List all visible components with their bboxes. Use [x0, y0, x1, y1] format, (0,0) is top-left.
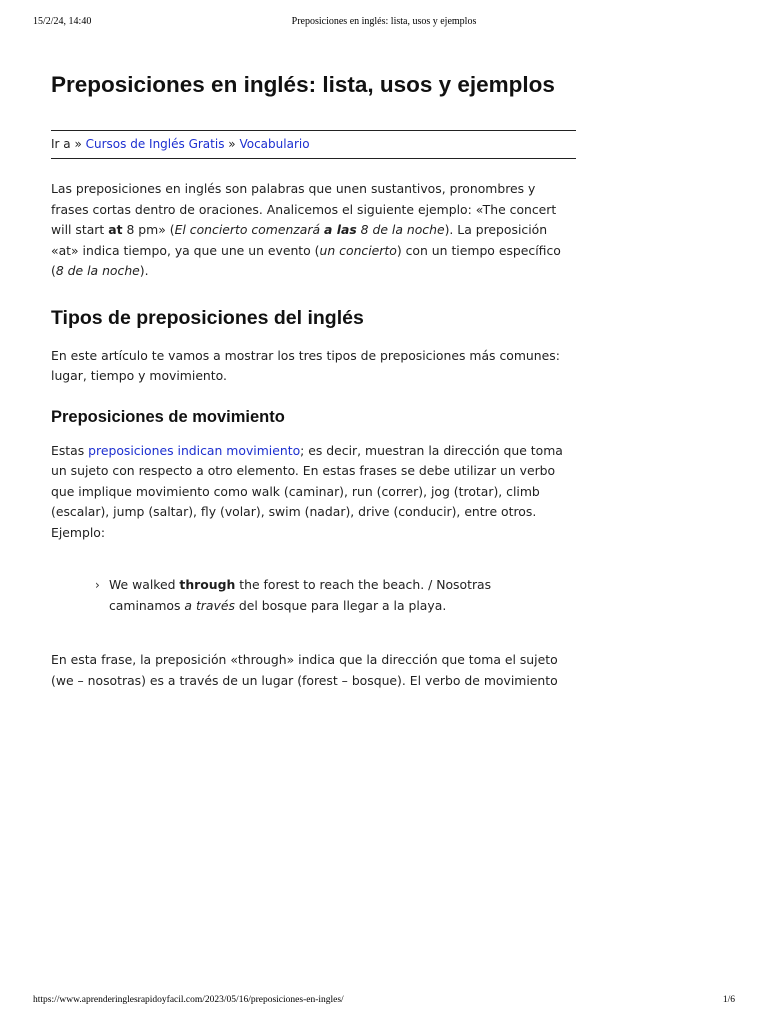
- text: Las preposiciones en inglés son palabras que unen sustantivos, pronombres y frases cortas dentro de oraciones. Analicemos el siguiente ejemplo: «The concert will start: [51, 181, 557, 237]
- section-paragraph: En este artículo te vamos a mostrar los tres tipos de preposiciones más comunes: lugar, tiempo y movimiento.: [51, 347, 560, 383]
- text: ; es decir, muestran la dirección que toma un sujeto con respecto a otro elemento. En estas frases se debe utilizar un verbo que implique movimiento como walk (caminar), run (correr), jog (trotar), climb (escalar), jump (saltar), fly (volar), swim (nadar), drive (conducir), entre otros. Ejemplo:: [51, 442, 563, 540]
- italic-text: 8 de la noche: [55, 263, 140, 278]
- text: ).: [139, 263, 149, 278]
- closing-paragraph: En esta frase, la preposición «through» indica que la dirección que toma el sujeto (we – nosotras) es a través de un lugar (forest – bosque). El verbo de movimiento: [51, 652, 558, 688]
- movement-link[interactable]: preposiciones indican movimiento: [88, 442, 301, 458]
- list-item: [95, 575, 576, 616]
- text: del bosque para llegar a la playa.: [234, 597, 447, 613]
- text: 8 pm» (: [122, 222, 175, 237]
- movement-paragraph: [51, 441, 576, 544]
- text: Estas: [51, 442, 89, 458]
- text: the forest to reach the beach. / Nosotras caminamos: [109, 577, 492, 613]
- section-heading: Tipos de preposiciones del inglés: [51, 306, 364, 329]
- bold-italic-text: a las: [324, 222, 357, 237]
- print-page-title: Preposiciones en inglés: lista, usos y ejemplos: [291, 16, 477, 27]
- bold-text: through: [179, 577, 236, 592]
- bold-text: at: [108, 222, 123, 237]
- italic-text: a través: [184, 597, 235, 613]
- breadcrumb: [51, 130, 576, 159]
- page-number: 1/6: [722, 995, 735, 1005]
- breadcrumb-prefix: Ir a: [51, 137, 71, 151]
- text: ) con un tiempo específico (: [51, 242, 561, 278]
- breadcrumb-link-cursos[interactable]: Cursos de Inglés Gratis: [85, 137, 225, 151]
- italic-text: un concierto: [319, 242, 397, 258]
- print-url: https://www.aprenderinglesrapidoyfacil.com/2023/05/16/preposiciones-en-ingles/: [33, 995, 344, 1005]
- article: [51, 72, 576, 691]
- print-footer: [33, 995, 735, 1009]
- italic-text: El concierto comenzará: [174, 222, 325, 237]
- text: ). La preposición «at» indica tiempo, ya que une un evento (: [51, 222, 548, 258]
- article-title: Preposiciones en inglés: lista, usos y ejemplos: [51, 72, 555, 97]
- print-date: 15/2/24, 14:40: [33, 16, 92, 27]
- breadcrumb-separator: »: [228, 137, 236, 151]
- intro-paragraph: [51, 179, 576, 282]
- text: We walked: [109, 577, 180, 592]
- example-list: [51, 575, 576, 616]
- breadcrumb-link-vocabulario[interactable]: Vocabulario: [239, 137, 310, 151]
- chevron-right-icon: ›: [95, 578, 100, 592]
- print-header: [33, 16, 735, 30]
- subsection-heading: Preposiciones de movimiento: [51, 407, 285, 426]
- italic-text: 8 de la noche: [356, 222, 445, 237]
- breadcrumb-separator: »: [74, 137, 82, 151]
